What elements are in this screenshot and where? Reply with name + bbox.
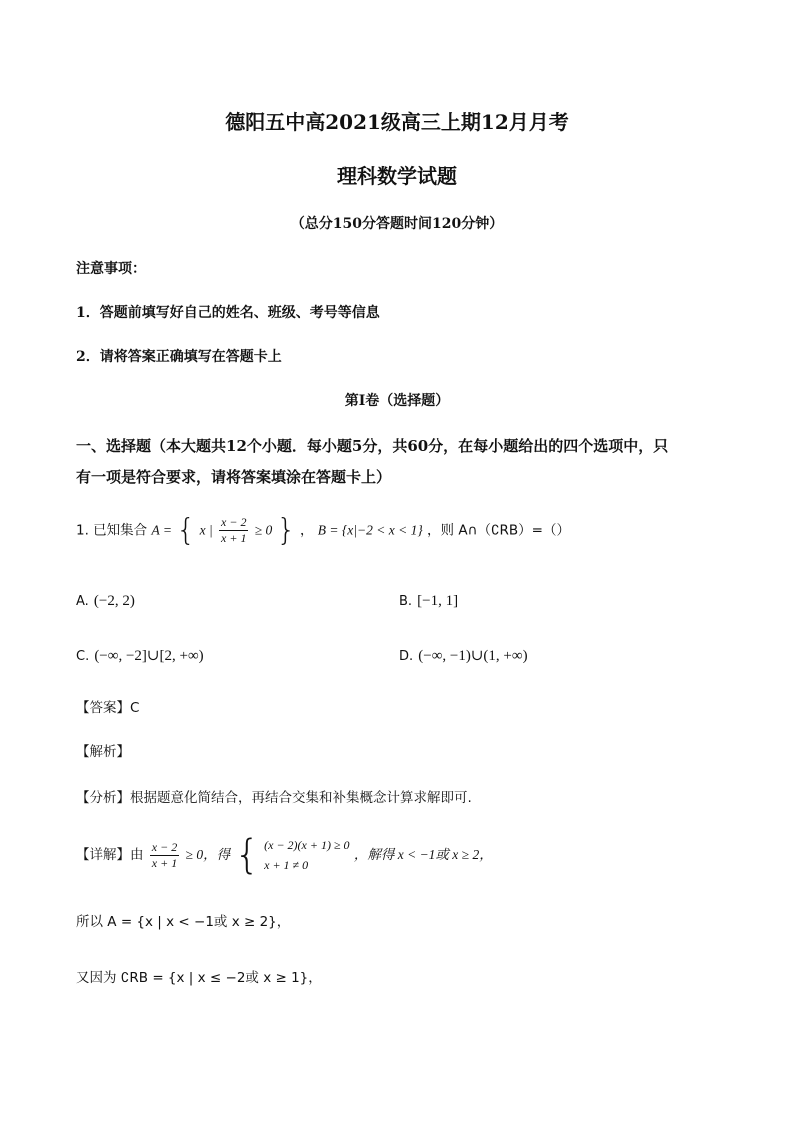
option-c-label: C.: [76, 649, 90, 664]
detail-fraction-denominator: x + 1: [151, 855, 178, 870]
section-title: 第I卷（选择题）: [344, 393, 450, 409]
question-1: [76, 513, 570, 548]
detail-label: 【详解】由: [76, 847, 144, 863]
option-a-value: (−2, 2): [93, 593, 135, 609]
set-a-lhs: A =: [151, 522, 172, 538]
option-c: [76, 645, 204, 665]
option-d: [399, 645, 528, 665]
option-b: [399, 590, 458, 610]
cases-brace-icon: {: [234, 832, 260, 878]
line-complement-b: 又因为 ∁RB = {x | x ≤ −2或 x ≥ 1}，: [76, 970, 322, 986]
set-a-condition: ≥ 0: [254, 522, 273, 538]
set-a-fraction: [219, 515, 248, 546]
set-b: B = {x|−2 < x < 1}: [317, 522, 423, 538]
separator: ，: [300, 522, 314, 539]
case-2: x + 1 ≠ 0: [264, 858, 309, 872]
option-b-value: [−1, 1]: [417, 593, 459, 609]
exam-title: 德阳五中高2021级高三上期12月月考: [225, 110, 569, 134]
notes-heading: 注意事项：: [76, 261, 146, 277]
detail-fraction: [150, 840, 179, 871]
case-1: (x − 2)(x + 1) ≥ 0: [264, 838, 350, 852]
section-instruction-line2: 有一项是符合要求，请将答案填涂在答题卡上）: [76, 468, 392, 486]
detail-condition: ≥ 0，得: [185, 847, 231, 862]
option-c-value: (−∞, −2]∪[2, +∞): [94, 648, 204, 664]
detail-cases: [264, 835, 349, 875]
option-d-value: (−∞, −1)∪(1, +∞): [418, 648, 528, 664]
question-ask: ，则 A∩（∁RB）=（）: [427, 522, 570, 539]
option-a: [76, 590, 135, 610]
exam-info: （总分150分答题时间120分钟）: [290, 216, 504, 232]
analysis-detail: [76, 832, 493, 878]
left-brace-icon: {: [176, 513, 196, 548]
option-d-label: D.: [399, 649, 414, 664]
exam-subtitle: 理科数学试题: [337, 164, 457, 188]
answer-line: 【答案】C: [76, 700, 140, 716]
fraction-denominator: x + 1: [221, 531, 247, 545]
note-item-2: 2．请将答案正确填写在答题卡上: [76, 349, 282, 365]
section-instruction-line1: 一、选择题（本大题共12个小题．每小题5分，共60分，在每小题给出的四个选项中，只: [76, 437, 669, 455]
detail-fraction-numerator: x − 2: [151, 839, 178, 854]
right-brace-icon: }: [276, 513, 296, 548]
option-a-label: A.: [76, 594, 89, 609]
question-number: 1. 已知集合: [76, 522, 148, 539]
set-a-var: x |: [199, 522, 213, 538]
note-item-1: 1．答题前填写好自己的姓名、班级、考号等信息: [76, 305, 380, 321]
option-b-label: B.: [399, 594, 413, 609]
detail-result: ，解得 x < −1或 x ≥ 2，: [353, 847, 493, 862]
analysis-fenxi: 【分析】根据题意化简结合，再结合交集和补集概念计算求解即可.: [76, 790, 472, 806]
line-set-a: 所以 A = {x | x < −1或 x ≥ 2}，: [76, 914, 291, 930]
fraction-numerator: x − 2: [221, 515, 247, 529]
analysis-heading: 【解析】: [76, 744, 130, 760]
